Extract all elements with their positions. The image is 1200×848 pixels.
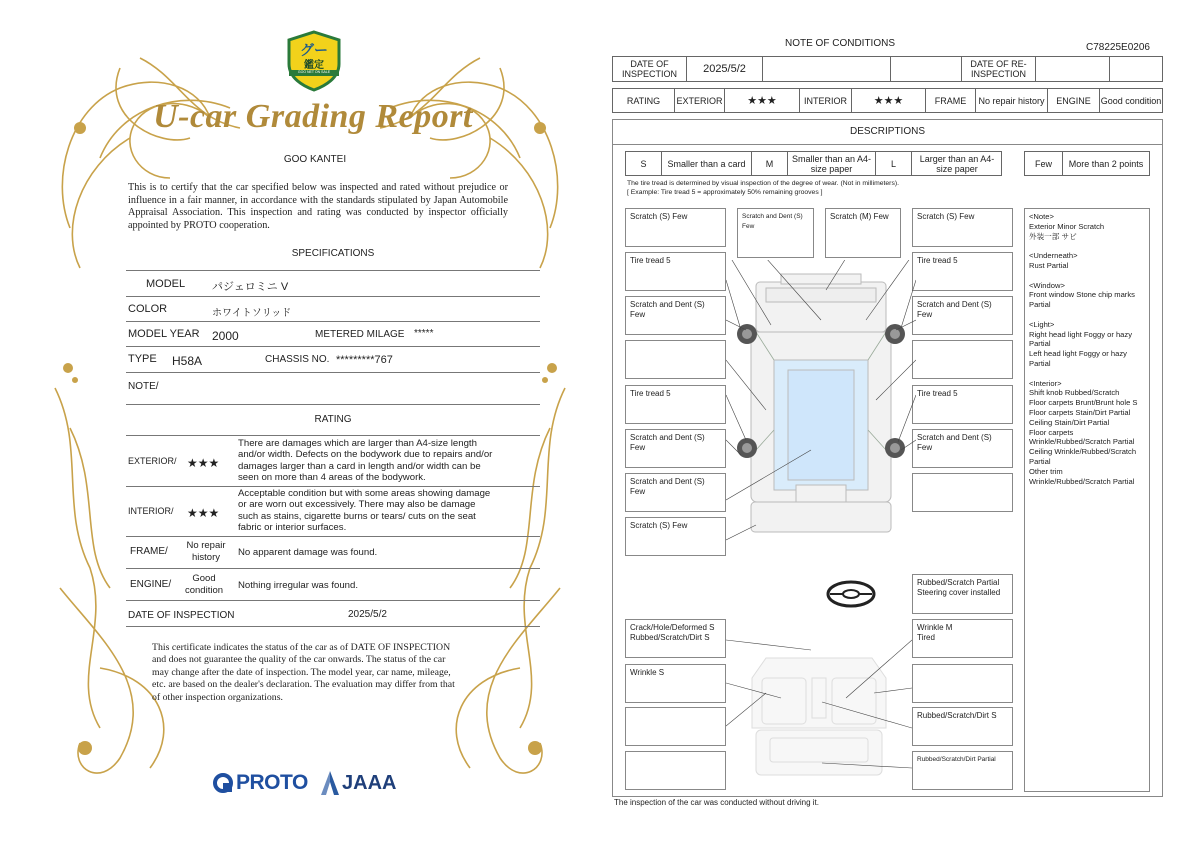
car-exterior-diagram <box>726 260 916 550</box>
jaaa-logo-text: JAAA <box>342 772 397 794</box>
engine-value: Good condition <box>1100 95 1162 106</box>
interior-description: Acceptable condition but with some areas showing damage or are worn out excessively. There may also be damage such as stains, cigarette burns or tears/ cuts on the seat fabric or interior surfaces. <box>238 488 491 534</box>
model-label: MODEL <box>146 278 186 290</box>
type-label: TYPE <box>128 353 157 365</box>
legend-few: Few <box>1025 152 1063 175</box>
car-interior-diagram <box>726 638 912 788</box>
tire-note: The tire tread is determined by visual inspection of the degree of wear. (Not in millimeters). <box>627 180 899 187</box>
legend-few-desc: More than 2 points <box>1068 158 1144 169</box>
legend-s-desc: Smaller than a card <box>662 152 752 175</box>
exterior-label: EXTERIOR/ <box>128 456 177 466</box>
legend-m: M <box>752 152 788 175</box>
note-left-6: Scratch and Dent (S) Few <box>625 429 726 468</box>
re-inspection-label: DATE OF RE-INSPECTION <box>962 57 1036 81</box>
mileage-label: METERED MILAGE <box>315 329 405 340</box>
certificate-subtitle: GOO KANTEI <box>283 154 347 165</box>
badge-bottom-text: 鑑定 <box>304 60 324 71</box>
mileage-value: ***** <box>414 328 434 339</box>
engine-description: Nothing irregular was found. <box>238 580 358 591</box>
badge-ribbon-text: GOO NET ON SALE <box>297 70 331 74</box>
size-legend <box>625 151 1002 176</box>
exterior-label: EXTERIOR <box>675 89 725 112</box>
few-legend <box>1024 151 1150 176</box>
jaaa-logo-icon <box>320 770 340 796</box>
interior-note-left-2: Wrinkle S <box>625 664 726 703</box>
color-value: ホワイトソリッド <box>212 308 292 319</box>
note-right-6: Scratch and Dent (S) Few <box>912 429 1013 468</box>
specifications-heading: SPECIFICATIONS <box>291 248 375 259</box>
note-right-3: Scratch and Dent (S) Few <box>912 296 1013 335</box>
frame-label: FRAME <box>926 89 976 112</box>
date-of-inspection-label: DATE OF INSPECTION <box>613 57 687 81</box>
model-year-value: 2000 <box>212 329 239 343</box>
model-value: パジェロミニ V <box>212 281 289 293</box>
steering-note: Rubbed/Scratch Partial Steering cover installed <box>912 574 1013 614</box>
rating-row <box>612 88 1163 113</box>
engine-label: ENGINE/ <box>130 579 172 590</box>
engine-label: ENGINE <box>1048 89 1100 112</box>
interior-note-left-1: Crack/Hole/Deformed S Rubbed/Scratch/Dirt S <box>625 619 726 658</box>
interior-note-right-3: Rubbed/Scratch/Dirt S <box>912 707 1013 746</box>
inspection-date-row <box>612 56 1163 82</box>
note-left-8: Scratch (S) Few <box>625 517 726 556</box>
note-right-4 <box>912 340 1013 379</box>
frame-label: FRAME/ <box>130 546 168 557</box>
engine-value: Good condition <box>184 573 224 596</box>
bottom-note: The inspection of the car was conducted without driving it. <box>614 798 819 807</box>
exterior-stars: ★★★ <box>187 456 220 470</box>
rating-label: RATING <box>613 89 675 112</box>
interior-label: INTERIOR <box>800 89 852 112</box>
legend-s: S <box>626 152 662 175</box>
inspection-date-value: 2025/5/2 <box>348 609 387 620</box>
exterior-description: There are damages which are larger than A4-size length and/or width. Defects on the bodywork due to repairs and/or damages larger than a card in length and/or width can be seen on more than 4 areas of the bodywork. <box>238 438 493 484</box>
note-right-5: Tire tread 5 <box>912 385 1013 424</box>
note-label: NOTE/ <box>128 381 159 392</box>
note-right-1: Scratch (S) Few <box>912 208 1013 247</box>
frame-value: No repair history <box>186 540 226 563</box>
note-left-3: Scratch and Dent (S) Few <box>625 296 726 335</box>
frame-value: No repair history <box>976 89 1048 112</box>
grading-certificate <box>40 28 580 818</box>
date-of-inspection-value: 2025/5/2 <box>687 57 763 81</box>
interior-stars: ★★★ <box>852 89 926 112</box>
note-left-4 <box>625 340 726 379</box>
certificate-footer: This certificate indicates the status of the car as of DATE OF INSPECTION and does not guarantee the quality of the car onwards. The status of the car may change after the date of inspection. The model year, car name, mileage, etc. are based on the dealer's declaration. The evaluation may differ from that of other inspection organizations. <box>152 642 455 703</box>
interior-note-left-3 <box>625 707 726 746</box>
sheet-code: C78225E0206 <box>1086 42 1150 53</box>
note-left-5: Tire tread 5 <box>625 385 726 424</box>
badge-top-text: グー <box>300 42 328 58</box>
color-label: COLOR <box>128 303 168 315</box>
tire-example: [ Example: Tire tread 5 = approximately 50% remaining grooves ] <box>627 189 823 196</box>
chassis-label: CHASSIS NO. <box>265 354 330 365</box>
legend-l: L <box>876 152 912 175</box>
note-left-1: Scratch (S) Few <box>625 208 726 247</box>
legend-l-desc: Larger than an A4-size paper <box>919 153 995 174</box>
sheet-title: NOTE OF CONDITIONS <box>785 38 895 49</box>
interior-stars: ★★★ <box>187 506 220 520</box>
descriptions-heading: DESCRIPTIONS <box>849 126 925 137</box>
inspection-date-label: DATE OF INSPECTION <box>128 610 235 621</box>
conditions-summary: <Note> Exterior Minor Scratch 外装一部 サビ <Underneath> Rust Partial <Window> Front window Stone chip marks Partial <Light> Right head light Foggy or hazy Partial Left head light Foggy or hazy Partial <Interior> Shift knob Rubbed/Scratch Floor carpets Brunt/Brunt hole S Floor carpets Stain/Dirt Partial Ceiling Stain/Dirt Partial Floor carpets Wrinkle/Rubbed/Scratch Partial Ceiling Wrinkle/Rubbed/Scratch Partial Other trim Wrinkle/Rubbed/Scratch Partial <box>1024 208 1150 792</box>
proto-logo-text: PROTO <box>236 771 308 794</box>
note-right-2: Tire tread 5 <box>912 252 1013 291</box>
frame-description: No apparent damage was found. <box>238 547 378 558</box>
certificate-title: U-car Grading Report <box>153 98 473 135</box>
note-top-2: Scratch (M) Few <box>825 208 901 258</box>
interior-note-right-4: Rubbed/Scratch/Dirt Partial <box>912 751 1013 790</box>
certificate-intro: This is to certify that the car specified below was inspected and rated without prejudice or influence in a fair manner, in accordance with the standards stipulated by Japan Automobile Appraisal Association. This inspection and rating was conducted by inspector officially appointed by PROTO cooperation. <box>128 182 508 231</box>
note-top-1: Scratch and Dent (S) Few <box>737 208 814 258</box>
note-left-2: Tire tread 5 <box>625 252 726 291</box>
rating-heading: RATING <box>314 414 352 425</box>
chassis-value: *********767 <box>336 354 393 366</box>
proto-logo-icon <box>212 772 234 794</box>
type-value: H58A <box>172 354 203 368</box>
interior-note-right-2 <box>912 664 1013 703</box>
legend-m-desc: Smaller than an A4-size paper <box>788 152 876 175</box>
note-right-7 <box>912 473 1013 512</box>
model-year-label: MODEL YEAR <box>128 328 200 340</box>
interior-label: INTERIOR/ <box>128 506 174 516</box>
interior-note-right-1: Wrinkle M Tired <box>912 619 1013 658</box>
steering-wheel-icon <box>826 578 876 610</box>
interior-note-left-4 <box>625 751 726 790</box>
note-left-7: Scratch and Dent (S) Few <box>625 473 726 512</box>
exterior-stars: ★★★ <box>725 89 800 112</box>
